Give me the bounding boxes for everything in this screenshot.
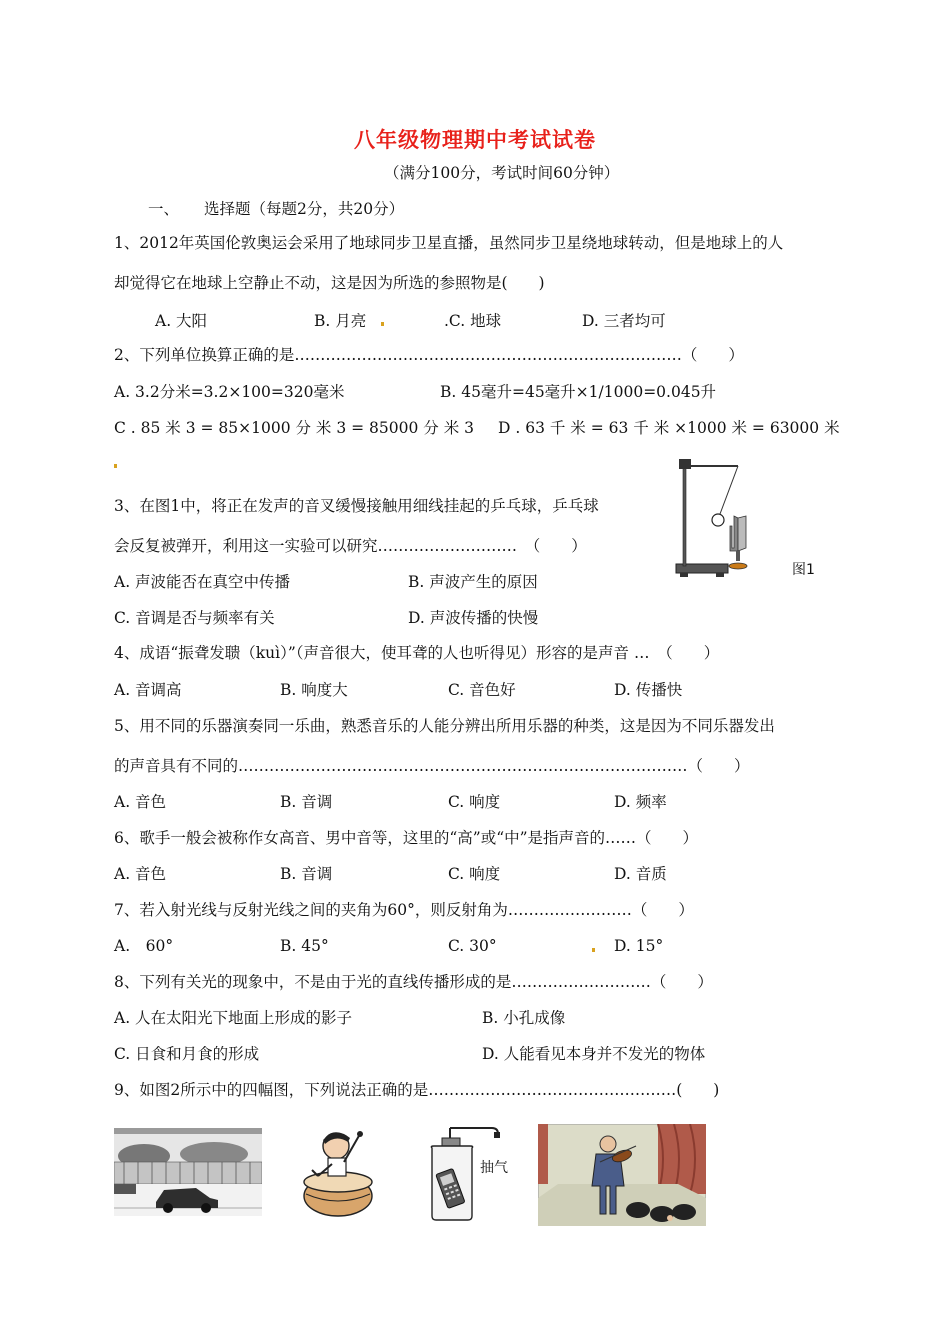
q3-line1: 3、在图1中，将正在发声的音叉缓慢接触用细线挂起的乒乓球，乒乓球 (114, 497, 599, 515)
print-speck (381, 322, 384, 326)
figure-1-label: 图1 (792, 562, 815, 578)
q8-option-c: C. 日食和月食的形成 (114, 1045, 260, 1063)
q2-option-b: B. 45毫升=45毫升×1/1000=0.045升 (440, 383, 717, 401)
q3-option-d: D. 声波传播的快慢 (408, 609, 539, 627)
q1-option-b: B. 月亮 (314, 312, 367, 330)
q5-option-a: A. 音色 (114, 793, 167, 811)
q2-option-c: C . 85 米 3 = 85×1000 分 米 3 = 85000 分 米 3 (114, 419, 475, 437)
print-speck (592, 948, 595, 952)
q7-stem: 7、若入射光线与反射光线之间的夹角为60°，则反射角为……………………（ ） (114, 901, 694, 919)
q4-option-d: D. 传播快 (614, 681, 683, 699)
exam-title: 八年级物理期中考试试卷 (354, 128, 596, 152)
q8-stem: 8、下列有关光的现象中，不是由于光的直线传播形成的是………………………（ ） (114, 973, 713, 991)
figure-2-violinist-stage (538, 1124, 706, 1226)
q7-option-a: A. 60° (114, 937, 174, 955)
q8-option-a: A. 人在太阳光下地面上形成的影子 (114, 1009, 353, 1027)
q4-stem: 4、成语“振聋发聩（kuì）”（声音很大，使耳聋的人也听得见）形容的是声音 … （ ） (114, 644, 720, 662)
q7-option-c: C. 30° (448, 937, 497, 955)
q7-option-d: D. 15° (614, 937, 664, 955)
q8-option-b: B. 小孔成像 (482, 1009, 566, 1027)
q1-option-a: A. 大阳 (155, 312, 208, 330)
q6-option-d: D. 音质 (614, 865, 667, 883)
q2-option-d: D . 63 千 米 = 63 千 米 ×1000 米 = 63000 米 (498, 419, 840, 437)
q3-option-b: B. 声波产生的原因 (408, 573, 538, 591)
q3-option-a: A. 声波能否在真空中传播 (114, 573, 291, 591)
q4-option-c: C. 音色好 (448, 681, 516, 699)
figure-2-drummer-cartoon (292, 1124, 388, 1220)
section-title: 选择题（每题2分，共20分） (204, 200, 405, 218)
q6-option-c: C. 响度 (448, 865, 501, 883)
q4-option-a: A. 音调高 (114, 681, 182, 699)
q1-option-d: D. 三者均可 (582, 312, 666, 330)
q2-stem: 2、下列单位换算正确的是…………………………………………………………………（ ） (114, 346, 744, 364)
q5-line2: 的声音具有不同的……………………………………………………………………………（ ） (114, 757, 750, 775)
q8-option-d: D. 人能看见本身并不发光的物体 (482, 1045, 706, 1063)
q5-option-b: B. 音调 (280, 793, 333, 811)
figure-2-highway-sound-barrier-image (114, 1128, 262, 1216)
q3-option-c: C. 音调是否与频率有关 (114, 609, 275, 627)
q4-option-b: B. 响度大 (280, 681, 348, 699)
print-speck (114, 464, 117, 468)
q1-line2: 却觉得它在地球上空静止不动，这是因为所选的参照物是( ) (114, 274, 545, 292)
q3-line2: 会反复被弹开，利用这一实验可以研究……………………… （ ） (114, 537, 587, 555)
q1-line1: 1、2012年英国伦敦奥运会采用了地球同步卫星直播，虽然同步卫星绕地球转动，但是地球上的人 (114, 234, 784, 252)
q9-stem: 9、如图2所示中的四幅图，下列说法正确的是…………………………………………( ) (114, 1081, 720, 1099)
section-number: 一、 (148, 200, 180, 218)
q6-stem: 6、歌手一般会被称作女高音、男中音等，这里的“高”或“中”是指声音的……（ ） (114, 829, 699, 847)
q2-option-a: A. 3.2分米=3.2×100=320毫米 (114, 383, 345, 401)
pump-out-air-label: 抽气 (480, 1160, 508, 1176)
q1-option-c: .C. 地球 (444, 312, 502, 330)
figure-1-tuning-fork-apparatus (672, 456, 782, 580)
exam-subtitle: （满分100分，考试时间60分钟） (384, 164, 620, 182)
q5-line1: 5、用不同的乐器演奏同一乐曲，熟悉音乐的人能分辨出所用乐器的种类，这是因为不同乐器发出 (114, 717, 775, 735)
q7-option-b: B. 45° (280, 937, 329, 955)
q5-option-c: C. 响度 (448, 793, 501, 811)
q6-option-a: A. 音色 (114, 865, 167, 883)
q6-option-b: B. 音调 (280, 865, 333, 883)
q5-option-d: D. 频率 (614, 793, 667, 811)
